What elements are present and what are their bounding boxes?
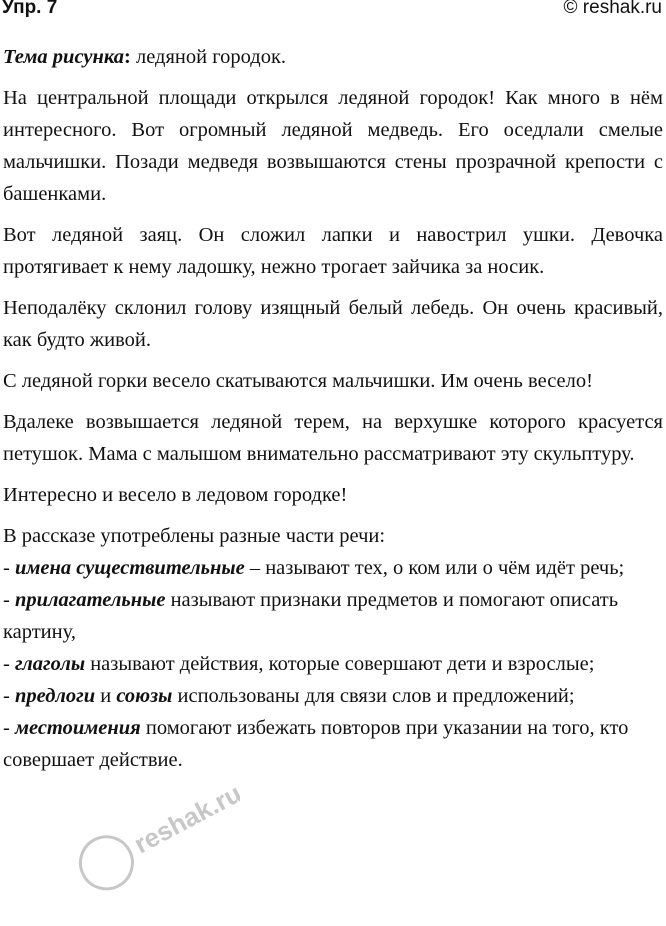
watermark-circle (71, 828, 141, 898)
list-item (3, 584, 663, 648)
document-body (3, 41, 663, 776)
topic-line (3, 41, 663, 73)
watermark-text: reshak.ru (128, 777, 240, 860)
list-dash: - (3, 653, 15, 675)
list-item (3, 712, 663, 776)
topic-label: Тема рисунка (3, 46, 125, 68)
list-item (3, 648, 663, 680)
list-item-text: называют действия, которые совершают дети и взрослые; (85, 653, 595, 675)
list-item-text: и (95, 685, 117, 707)
paragraph: Вдалеке возвышается ледяной терем, на верхушке которого красуется петушок. Мама с малышом внимательно рассматривают эту скульптуру. (3, 411, 663, 465)
term-prepositions: предлоги (14, 685, 96, 707)
list-item-text: использованы для связи слов и предложений; (172, 685, 575, 707)
list-item (3, 680, 663, 712)
term-verbs: глаголы (14, 653, 86, 675)
list-dash: - (3, 685, 15, 707)
paragraph: Интересно и весело в ледовом городке! (3, 484, 348, 506)
list-item-text: помогают избежать повторов при указании на того, кто совершает действие. (3, 717, 629, 771)
parts-intro: В рассказе употреблены разные части речи: (3, 525, 386, 547)
term-adjectives: прилагательные (14, 589, 166, 611)
watermark-graphic (40, 775, 240, 915)
paragraph: Неподалёку склонил голову изящный белый лебедь. Он очень красивый, как будто живой. (3, 297, 663, 351)
list-item-text: называют признаки предметов и помогают описать картину, (3, 589, 619, 643)
parts-of-speech-list (3, 552, 663, 776)
list-dash: - (3, 717, 15, 739)
term-pronouns: местоимения (14, 717, 141, 739)
list-item (3, 552, 663, 584)
paragraph: На центральной площади открылся ледяной городок! Как много в нём интересного. Вот огромный ледяной медведь. Его оседлали смелые мальчишки. Позади медведя возвышаются стены прозрачной крепости с башенками. (3, 87, 663, 205)
paragraph: Вот ледяной заяц. Он сложил лапки и навострил ушки. Девочка протягивает к нему ладошку, нежно трогает зайчика за носик. (3, 224, 663, 278)
list-dash: - (3, 557, 15, 579)
paragraph: С ледяной горки весело скатываются мальчишки. Им очень весело! (3, 370, 593, 392)
header (0, 0, 666, 26)
watermark-logo (40, 775, 240, 915)
exercise-title: Упр. 7 (2, 0, 58, 18)
topic-value: ледяной городок. (130, 46, 287, 68)
site-copyright: © reshak.ru (563, 0, 662, 18)
topic-colon: : (124, 46, 131, 68)
term-conjunctions: союзы (116, 685, 173, 707)
list-dash: - (3, 589, 15, 611)
list-item-text: – называют тех, о ком или о чём идёт речь; (244, 557, 625, 579)
term-nouns: имена существительные (14, 557, 245, 579)
